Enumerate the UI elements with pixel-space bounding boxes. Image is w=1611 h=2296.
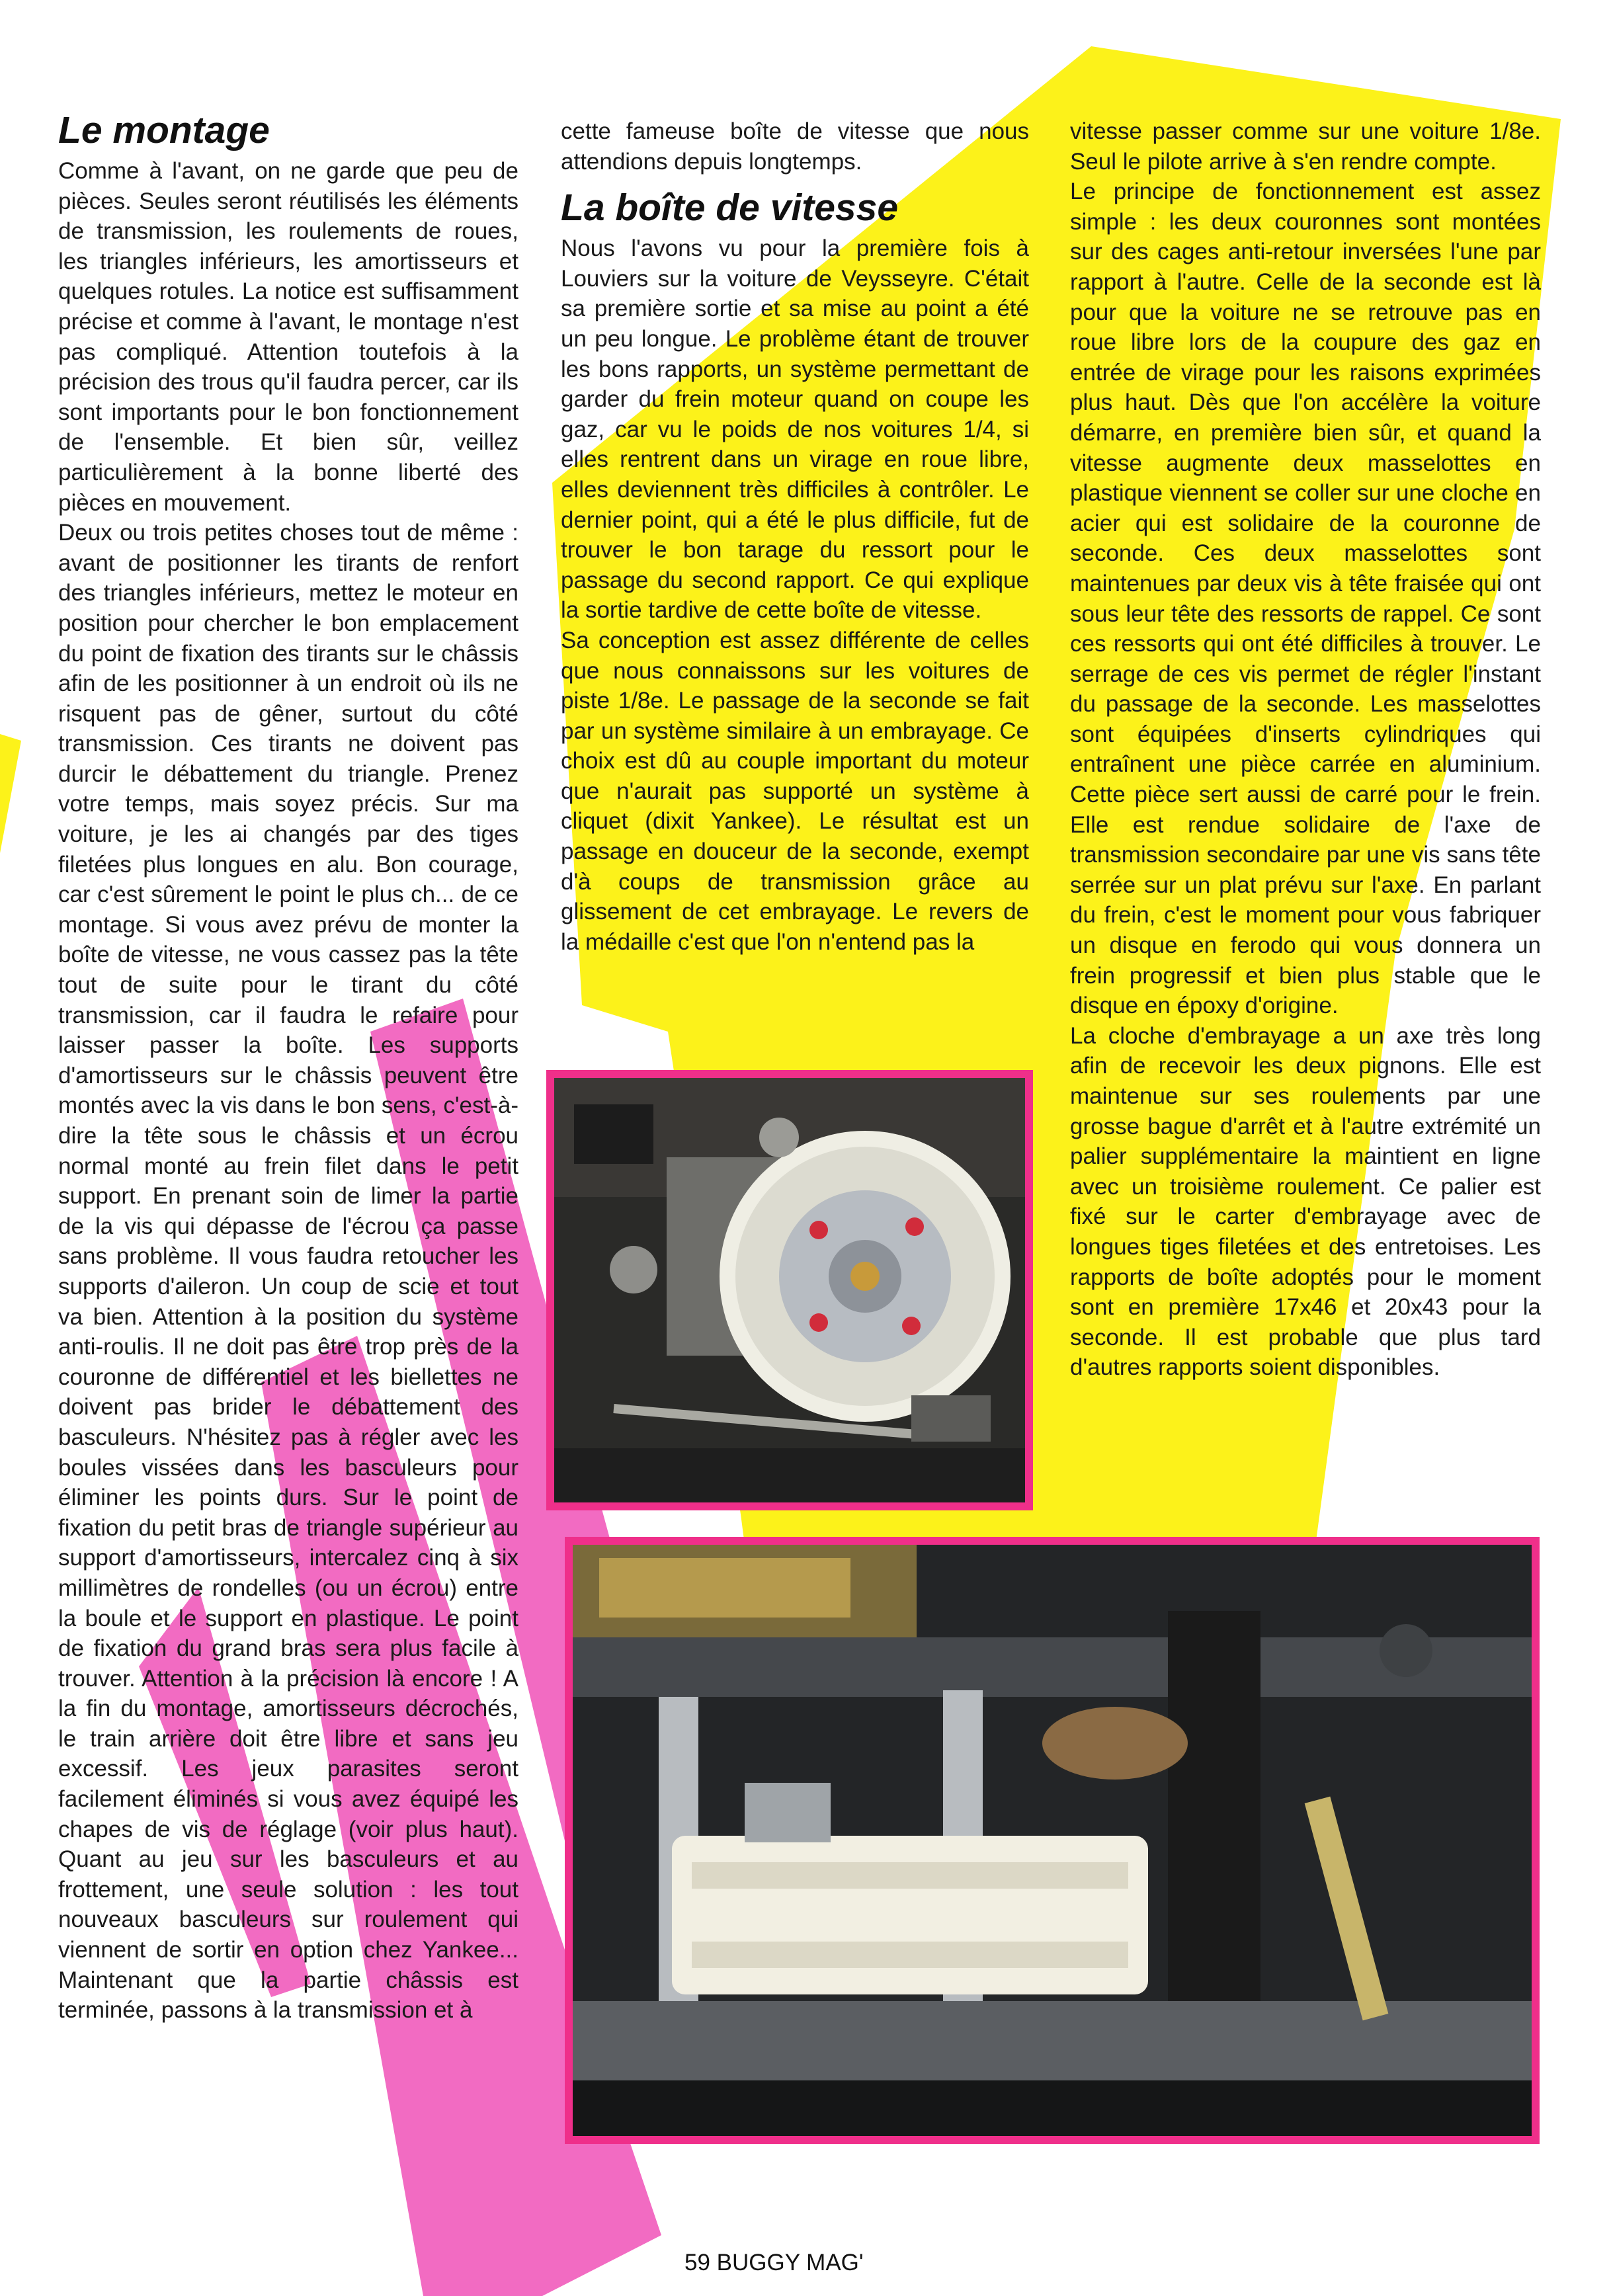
gearbox-photo-assembly	[565, 1537, 1540, 2144]
right-column	[1070, 116, 1541, 1383]
paragraph: Deux ou trois petites choses tout de même : avant de positionner les tirants de renfort des triangles inférieurs, mettez le moteur en position pour chercher le bon emplacement du point de fixation des tirants sur le châssis afin de les positionner à un endroit où ils ne risquent pas de gêner, surtout du côté transmission. Ces tirants ne doivent pas durcir le débattement du triangle. Prenez votre temps, mais soyez précis. Sur ma voiture, je les ai changés par des tiges filetées plus longues en alu. Bon courage, car c'est sûrement le point le plus ch... de ce montage. Si vous avez prévu de monter la boîte de vitesse, ne vous cassez pas la tête tout de suite pour le tirant du côté transmission, car il faudra le refaire pour laisser passer la boîte. Les supports d'amortisseurs sur le châssis peuvent être montés avec la vis dans le bon sens, c'est-à-dire la tête sous le châssis et un écrou normal monté au frein filet dans le petit support. En prenant soin de limer la partie de la vis qui dépasse de l'écrou ça passe sans problème. Il vous faudra retoucher les supports d'aileron. Un coup de scie et tout va bien. Attention à la position du système anti-roulis. Il ne doit pas être trop près de la couronne de différentiel et les biellettes ne doivent pas brider le débattement des basculeurs. N'hésitez pas à régler avec les boules vissées dans les basculeurs pour éliminer les points durs. Sur le point de fixation du petit bras de triangle supérieur au support d'amortisseurs, intercalez cinq à six millimètres de rondelles (ou un écrou) entre la boule et le support en plastique. Le point de fixation du grand bras sera plus facile à trouver. Attention à la précision là encore ! A la fin du montage, amortisseurs décrochés, le train arrière doit être libre et sans jeu excessif. Les jeux parasites seront facilement éliminés si vous avez équipé les chapes de vis de réglage (voir plus haut). Quant au jeu sur les basculeurs et au frottement, une seule solution : les tout nouveaux basculeurs sur roulement qui viennent de sortir en option chez Yankee... Maintenant que la partie châssis est terminée, passons à la transmission et à	[58, 520, 518, 2024]
heading-le-montage: Le montage	[58, 109, 270, 151]
paragraph: La cloche d'embrayage a un axe très long afin de recevoir les deux pignons. Elle est maintenue sur ses roulements par une grosse bague d'arrêt et à l'autre extrémité un palier supplémentaire la maintient en ligne avec un troisième roulement. Ce palier est fixé sur le carter d'embrayage avec de longues tiges filetées et des entretoises. Les rapports de boîte adoptés pour le moment sont en première 17x46 et 20x43 pour la seconde. Il est probable que plus tard d'autres rapports soient disponibles.	[1070, 1022, 1541, 1381]
paragraph: Nous l'avons vu pour la première fois à Louviers sur la voiture de Veysseyre. C'était sa première sortie et sa mise au point a été un peu longue. Le problème étant de trouver les bons rapports, un système permettant de garder du frein moteur quand on coupe les gaz, car vu le poids de nos voitures 1/4, si elles rentrent dans un virage en roue libre, elles deviennent très difficiles à contrôler. Le dernier point, qui a été le plus difficile, fut de trouver le bon tarage du ressort pour le passage du second rapport. Ce qui explique la sortie tardive de cette boîte de vitesse.	[561, 235, 1029, 624]
gearbox-photo-gear	[546, 1070, 1033, 1510]
middle-column	[561, 116, 1029, 957]
paragraph: vitesse passer comme sur une voiture 1/8e. Seul le pilote arrive à s'en rendre compte.	[1070, 118, 1541, 175]
page-folio: 59 BUGGY MAG'	[684, 2250, 864, 2276]
paragraph: cette fameuse boîte de vitesse que nous attendions depuis longtemps.	[561, 118, 1029, 175]
paragraph: Le principe de fonctionnement est assez simple : les deux couronnes sont montées sur des cages anti-retour inversées l'une par rapport à l'autre. Celle de la seconde est là pour que la voiture ne se retrouve pas en roue libre lors de la coupure des gaz en entrée de virage pour les raisons exprimées plus haut. Dès que l'on accélère la voiture démarre, en première bien sûr, et quand la vitesse augmente deux masselottes en plastique viennent se coller sur une cloche en acier qui est solidaire de la couronne de seconde. Ces deux masselottes sont maintenues par deux vis à tête fraisée qui ont sous leur tête des ressorts de rappel. Ce sont ces ressorts qui ont été difficiles à trouver. Le serrage de ces vis permet de régler l'instant du passage de la seconde. Les masselottes sont équipées d'inserts cylindriques qui entraînent une pièce carrée en aluminium. Cette pièce sert aussi de carré pour le frein. Elle est rendue solidaire de l'axe de transmission secondaire par une vis sans tête serrée sur un plat prévu sur l'axe. En parlant du frein, c'est le moment pour vous fabriquer un disque en ferodo qui vous donnera un frein progressif et bien plus stable que le disque en époxy d'origine.	[1070, 179, 1541, 1019]
paragraph: Sa conception est assez différente de celles que nous connaissons sur les voitures de piste 1/8e. Le passage de la seconde se fait par un système similaire à un embrayage. Ce choix est dû au couple important du moteur que n'aurait pas supporté un système à cliquet (dixit Yankee). Le résultat est un passage en douceur de la seconde, exempt d'à coups de transmission grâce au glissement de cet embrayage. Le revers de la médaille c'est que l'on n'entend pas la	[561, 627, 1029, 955]
left-column	[58, 108, 518, 2026]
yellow-edge-sliver	[0, 734, 21, 853]
paragraph: Comme à l'avant, on ne garde que peu de pièces. Seules seront réutilisés les éléments de transmission, les roulements de roues, les triangles inférieurs, les amortisseurs et quelques rotules. La notice est suffisamment précise et comme à l'avant, le montage n'est pas compliqué. Attention toutefois à la précision des trous qu'il faudra percer, car ils sont importants pour le bon fonctionnement de l'ensemble. Et bien sûr, veillez particulièrement à la bonne liberté des pièces en mouvement.	[58, 158, 518, 516]
heading-la-boite-de-vitesse: La boîte de vitesse	[561, 186, 899, 229]
